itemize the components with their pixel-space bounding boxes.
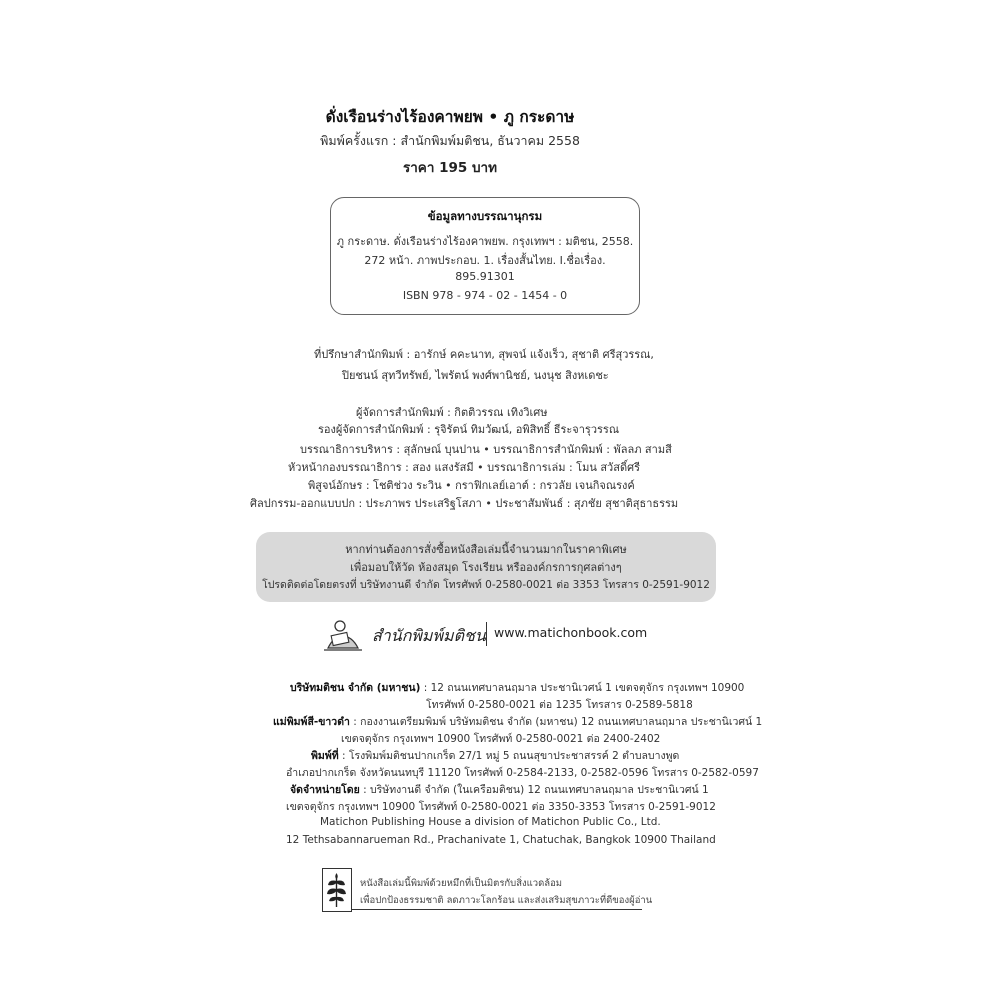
distributor-label: จัดจำหน่ายโดย [290, 784, 360, 796]
advisors-line: ที่ปรึกษาสำนักพิมพ์ : อารักษ์ คคะนาท, สุพจน์ แจ้งเร็ว, สุชาติ ศรีสุวรรณ, [314, 348, 654, 361]
company-address: : 12 ถนนเทศบาลนฤมาล ประชานิเวศน์ 1 เขตจตุจักร กรุงเทพฯ 10900 [420, 682, 745, 694]
printer-line [311, 747, 679, 764]
eco-line: หนังสือเล่มนี้พิมพ์ด้วยหมึกที่เป็นมิตรกับสิ่งแวดล้อม [360, 878, 563, 889]
catalog-line: 895.91301 [455, 270, 515, 283]
cataloging-box [330, 197, 640, 315]
edition-line: พิมพ์ครั้งแรก : สำนักพิมพ์มติชน, ธันวาคม 2558 [320, 133, 580, 148]
price-line: ราคา 195 บาท [402, 160, 498, 176]
proofreader-line: พิสูจน์อักษร : โชติช่วง ระวิน • กราฟิกเลย์เอาต์ : กรวลัย เจนกิจณรงค์ [308, 479, 635, 492]
cover-art-line: ศิลปกรรม-ออกแบบปก : ประภาพร ประเสริฐโสภา • ประชาสัมพันธ์ : สุภชัย สุชาติสุธาธรรม [250, 497, 679, 510]
plate-phone: เขตจตุจักร กรุงเทพฯ 10900 โทรศัพท์ 0-2580-0021 ต่อ 2400-2402 [341, 733, 661, 745]
publisher-logo-name: สำนักพิมพ์มติชน [372, 626, 486, 645]
book-title: ดั่งเรือนร่างไร้องคาพยพ • ภู กระดาษ [325, 108, 575, 126]
company-line [290, 679, 744, 696]
notice-line: โปรดติดต่อโดยตรงที่ บริษัทงานดี จำกัด โทรศัพท์ 0-2580-0021 ต่อ 3353 โทรสาร 0-2591-9012 [262, 579, 710, 591]
distributor-phone: เขตจตุจักร กรุงเทพฯ 10900 โทรศัพท์ 0-2580-0021 ต่อ 3350-3353 โทรสาร 0-2591-9012 [286, 801, 716, 813]
bulk-order-notice [256, 532, 716, 602]
catalog-heading: ข้อมูลทางบรรณานุกรม [427, 209, 543, 223]
isbn-line: ISBN 978 - 974 - 02 - 1454 - 0 [402, 289, 568, 302]
plate-label: แม่พิมพ์สี-ขาวดำ [273, 716, 350, 728]
deputy-manager-line: รองผู้จัดการสำนักพิมพ์ : รุจิรัตน์ ทิมวัฒน์, อพิสิทธิ์ ธีระจารุวรรณ [318, 423, 620, 436]
notice-line: หากท่านต้องการสั่งซื้อหนังสือเล่มนี้จำนวนมากในราคาพิเศษ [345, 543, 627, 556]
distributor-line [290, 781, 709, 798]
english-address-line: 12 Tethsabannarueman Rd., Prachanivate 1, Chatuchak, Bangkok 10900 Thailand [286, 834, 716, 846]
printer-label: พิมพ์ที่ [311, 750, 339, 762]
logo-divider [486, 622, 487, 646]
admin-editor-line: บรรณาธิการบริหาร : สุลักษณ์ บุนปาน • บรรณาธิการสำนักพิมพ์ : พัลลภ สามสี [300, 443, 672, 456]
head-editorial-line: หัวหน้ากองบรรณาธิการ : สอง แสงรัสมี • บรรณาธิการเล่ม : โมน สวัสดิ์ศรี [288, 461, 640, 474]
leaf-icon [323, 869, 350, 910]
notice-line: เพื่อมอบให้วัด ห้องสมุด โรงเรียน หรือองค์กรการกุศลต่างๆ [350, 561, 622, 574]
distributor-address: : บริษัทงานดี จำกัด (ในเครือมติชน) 12 ถนนเทศบาลนฤมาล ประชานิเวศน์ 1 [359, 784, 709, 796]
company-phone: โทรศัพท์ 0-2580-0021 ต่อ 1235 โทรสาร 0-2589-5818 [426, 699, 693, 711]
english-name-line: Matichon Publishing House a division of Matichon Public Co., Ltd. [320, 816, 661, 828]
company-label: บริษัทมติชน จำกัด (มหาชน) [290, 682, 421, 694]
catalog-line: 272 หน้า. ภาพประกอบ. 1. เรื่องสั้นไทย. I.ชื่อเรื่อง. [364, 254, 606, 267]
publisher-logo-row [320, 616, 680, 656]
catalog-line: ภู กระดาษ. ดั่งเรือนร่างไร้องคาพยพ. กรุงเทพฯ : มติชน, 2558. [336, 235, 634, 248]
plate-address: : กองงานเตรียมพิมพ์ บริษัทมติชน จำกัด (มหาชน) 12 ถนนเทศบาลนฤมาล ประชานิเวศน์ 1 [349, 716, 763, 728]
footer-underline [352, 909, 642, 910]
reading-figure-icon [320, 618, 366, 654]
eco-badge [322, 868, 352, 912]
printer-phone: อำเภอปากเกร็ด จังหวัดนนทบุรี 11120 โทรศัพท์ 0-2584-2133, 0-2582-0596 โทรสาร 0-2582-0597 [286, 767, 759, 779]
manager-line: ผู้จัดการสำนักพิมพ์ : กิตติวรรณ เทิงวิเศษ [356, 406, 548, 419]
eco-line-2: เพื่อปกป้องธรรมชาติ ลดภาวะโลกร้อน และส่งเสริมสุขภาวะที่ดีของผู้อ่าน [360, 895, 653, 906]
advisors-line-2: ปิยชนน์ สุทวีทรัพย์, ไพรัตน์ พงศ์พานิชย์, นงนุช สิงหเดชะ [342, 369, 609, 382]
publisher-website[interactable]: www.matichonbook.com [494, 625, 648, 640]
printer-address: : โรงพิมพ์มติชนปากเกร็ด 27/1 หมู่ 5 ถนนสุขาประชาสรรค์ 2 ตำบลบางพูด [338, 750, 680, 762]
plate-line [273, 713, 762, 730]
